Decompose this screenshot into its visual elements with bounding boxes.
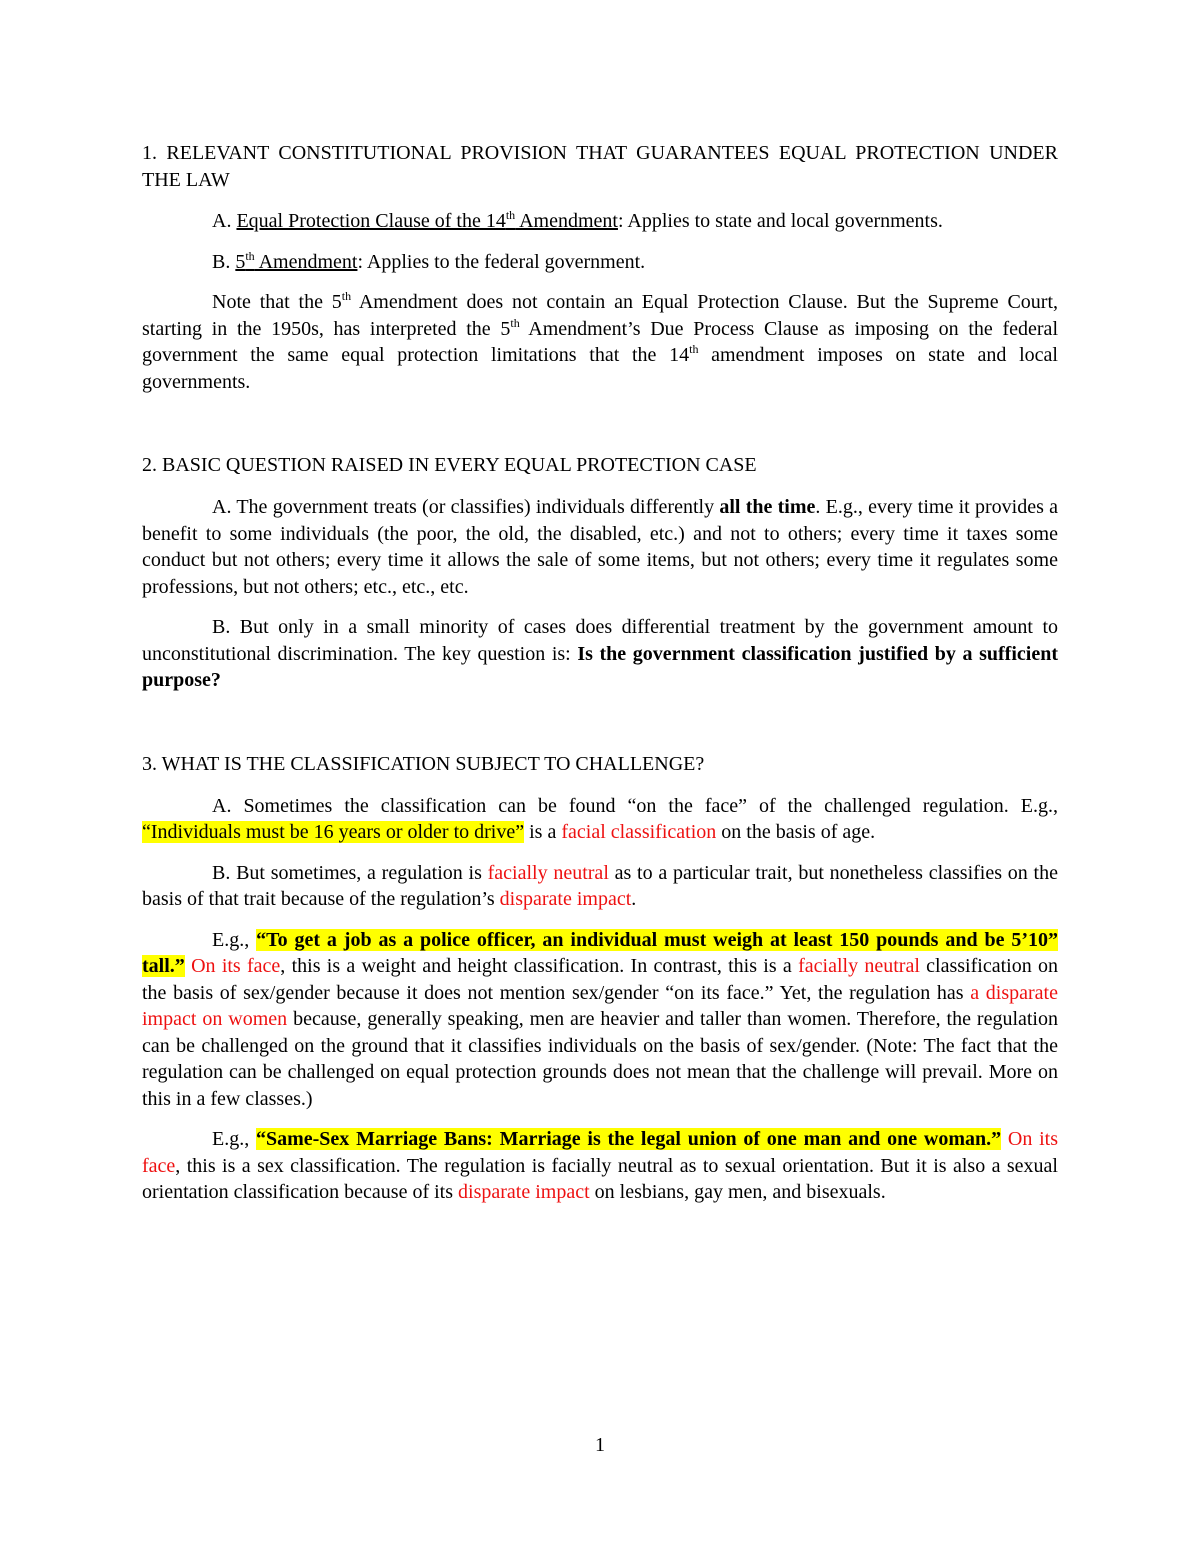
section-3 <box>142 751 1058 1206</box>
term-text: Equal Protection Clause of the 14 <box>236 210 506 232</box>
highlighted-quote: “Same-Sex Marriage Bans: Marriage is the legal union of one man and one woman.” <box>255 1128 1002 1150</box>
paragraph-text: A. The government treats (or classifies) individuals differently <box>212 496 720 518</box>
red-term: On its face <box>142 1128 1058 1177</box>
ordinal-superscript: th <box>510 315 520 330</box>
point-b-rest: : Applies to the federal government. <box>357 250 646 273</box>
red-term: facial classification <box>561 821 717 843</box>
note-text: Amendment does not contain an Equal Protection Clause. But the Supreme Court, starting in the 1950s, has interpreted the 5 <box>142 291 1058 340</box>
note-text: Amendment’s Due Process Clause as imposing on the federal government the same equal protection limitations that the 14 <box>142 317 1058 366</box>
ordinal-superscript: th <box>689 342 699 356</box>
term-text: 5 <box>235 250 246 273</box>
paragraph-text <box>1001 1128 1008 1150</box>
section-2 <box>142 452 1058 694</box>
ordinal-superscript: th <box>341 289 352 303</box>
ordinal-superscript: th <box>505 208 516 222</box>
red-term: facially neutral <box>798 955 920 977</box>
red-term: disparate impact <box>458 1181 590 1203</box>
example-police-officer <box>142 927 1058 1113</box>
section-2-point-a <box>142 494 1058 600</box>
section-1-point-b <box>142 249 1058 276</box>
ordinal-superscript: th <box>245 248 255 263</box>
paragraph-text: , this is a weight and height classification. In contrast, this is a <box>280 955 799 977</box>
paragraph-text: . E.g., every time it provides a benefit to some individuals (the poor, the old, the disabled, etc.) and not to others; every time it taxes some conduct but not others; every time it allows the sale of some items, but not others; every time it regulates some professions, but not others; etc., etc., etc. <box>142 496 1059 598</box>
paragraph-text: because, generally speaking, men are heavier and taller than women. Therefore, the regulation can be challenged on the ground that it classifies individuals on the basis of sex/gender. (Note: The fact that the regulation can be challenged on equal protection grounds does not mean that the challenge will prevail. More on this in a few classes.) <box>142 1008 1058 1110</box>
red-term: disparate impact <box>499 888 632 910</box>
equal-protection-clause-term <box>236 210 618 232</box>
section-3-heading: 3. WHAT IS THE CLASSIFICATION SUBJECT TO CHALLENGE? <box>142 752 705 775</box>
section-3-point-a <box>142 793 1058 846</box>
paragraph-text: on the basis of age. <box>716 821 876 843</box>
paragraph-text: B. But only in a small minority of cases does differential treatment by the government amount to unconstitutional discrimination. The key question is: <box>142 616 1058 665</box>
red-term: On its face <box>191 955 281 977</box>
paragraph-text: is a <box>524 821 562 843</box>
paragraph-text: as to a particular trait, but nonetheless classifies on the basis of that trait because of the regulation’s <box>142 861 1058 910</box>
example-lead: E.g., <box>212 1128 256 1150</box>
paragraph-text: . <box>631 888 637 910</box>
point-b-prefix: B. <box>212 250 236 273</box>
point-a-prefix: A. <box>212 210 237 232</box>
term-text: Amendment <box>515 210 618 232</box>
paragraph-text: on lesbians, gay men, and bisexuals. <box>589 1181 886 1203</box>
section-1-note <box>142 289 1058 395</box>
red-term: a disparate impact on women <box>142 981 1058 1030</box>
highlighted-quote: “To get a job as a police officer, an individual must weigh at least 150 pounds and be 5’10” tall.” <box>142 928 1059 977</box>
section-3-point-b <box>142 860 1058 913</box>
paragraph-text: A. Sometimes the classification can be found “on the face” of the challenged regulation. E.g., <box>212 794 1058 817</box>
section-1-heading: 1. RELEVANT CONSTITUTIONAL PROVISION THAT GUARANTEES EQUAL PROTECTION UNDER THE LAW <box>142 142 1058 191</box>
page-number: 1 <box>595 1434 605 1456</box>
section-1 <box>142 140 1058 395</box>
note-text: amendment imposes on state and local governments. <box>142 344 1058 393</box>
bold-emphasis: all the time <box>719 496 816 518</box>
section-1-point-a <box>142 208 1058 235</box>
section-2-point-b <box>142 614 1058 694</box>
section-2-heading: 2. BASIC QUESTION RAISED IN EVERY EQUAL PROTECTION CASE <box>142 454 757 476</box>
red-term: facially neutral <box>487 861 609 884</box>
document-body <box>142 140 1058 1206</box>
key-question: Is the government classification justified by a sufficient purpose? <box>142 642 1058 691</box>
fifth-amendment-term <box>235 248 358 273</box>
paragraph-text: , this is a sex classification. The regulation is facially neutral as to sexual orientation. But it is also a sexual orientation classification because of its <box>142 1154 1058 1203</box>
paragraph-text: classification on the basis of sex/gender because it does not mention sex/gender “on its face.” Yet, the regulation has <box>142 955 1058 1004</box>
example-lead: E.g., <box>212 928 257 951</box>
point-a-rest: : Applies to state and local governments. <box>617 210 943 232</box>
note-text: Note that the 5 <box>212 291 342 313</box>
paragraph-text: B. But sometimes, a regulation is <box>212 861 488 884</box>
example-same-sex-marriage <box>142 1126 1058 1206</box>
term-text: Amendment <box>254 250 358 273</box>
highlighted-quote: “Individuals must be 16 years or older to drive” <box>142 821 525 843</box>
